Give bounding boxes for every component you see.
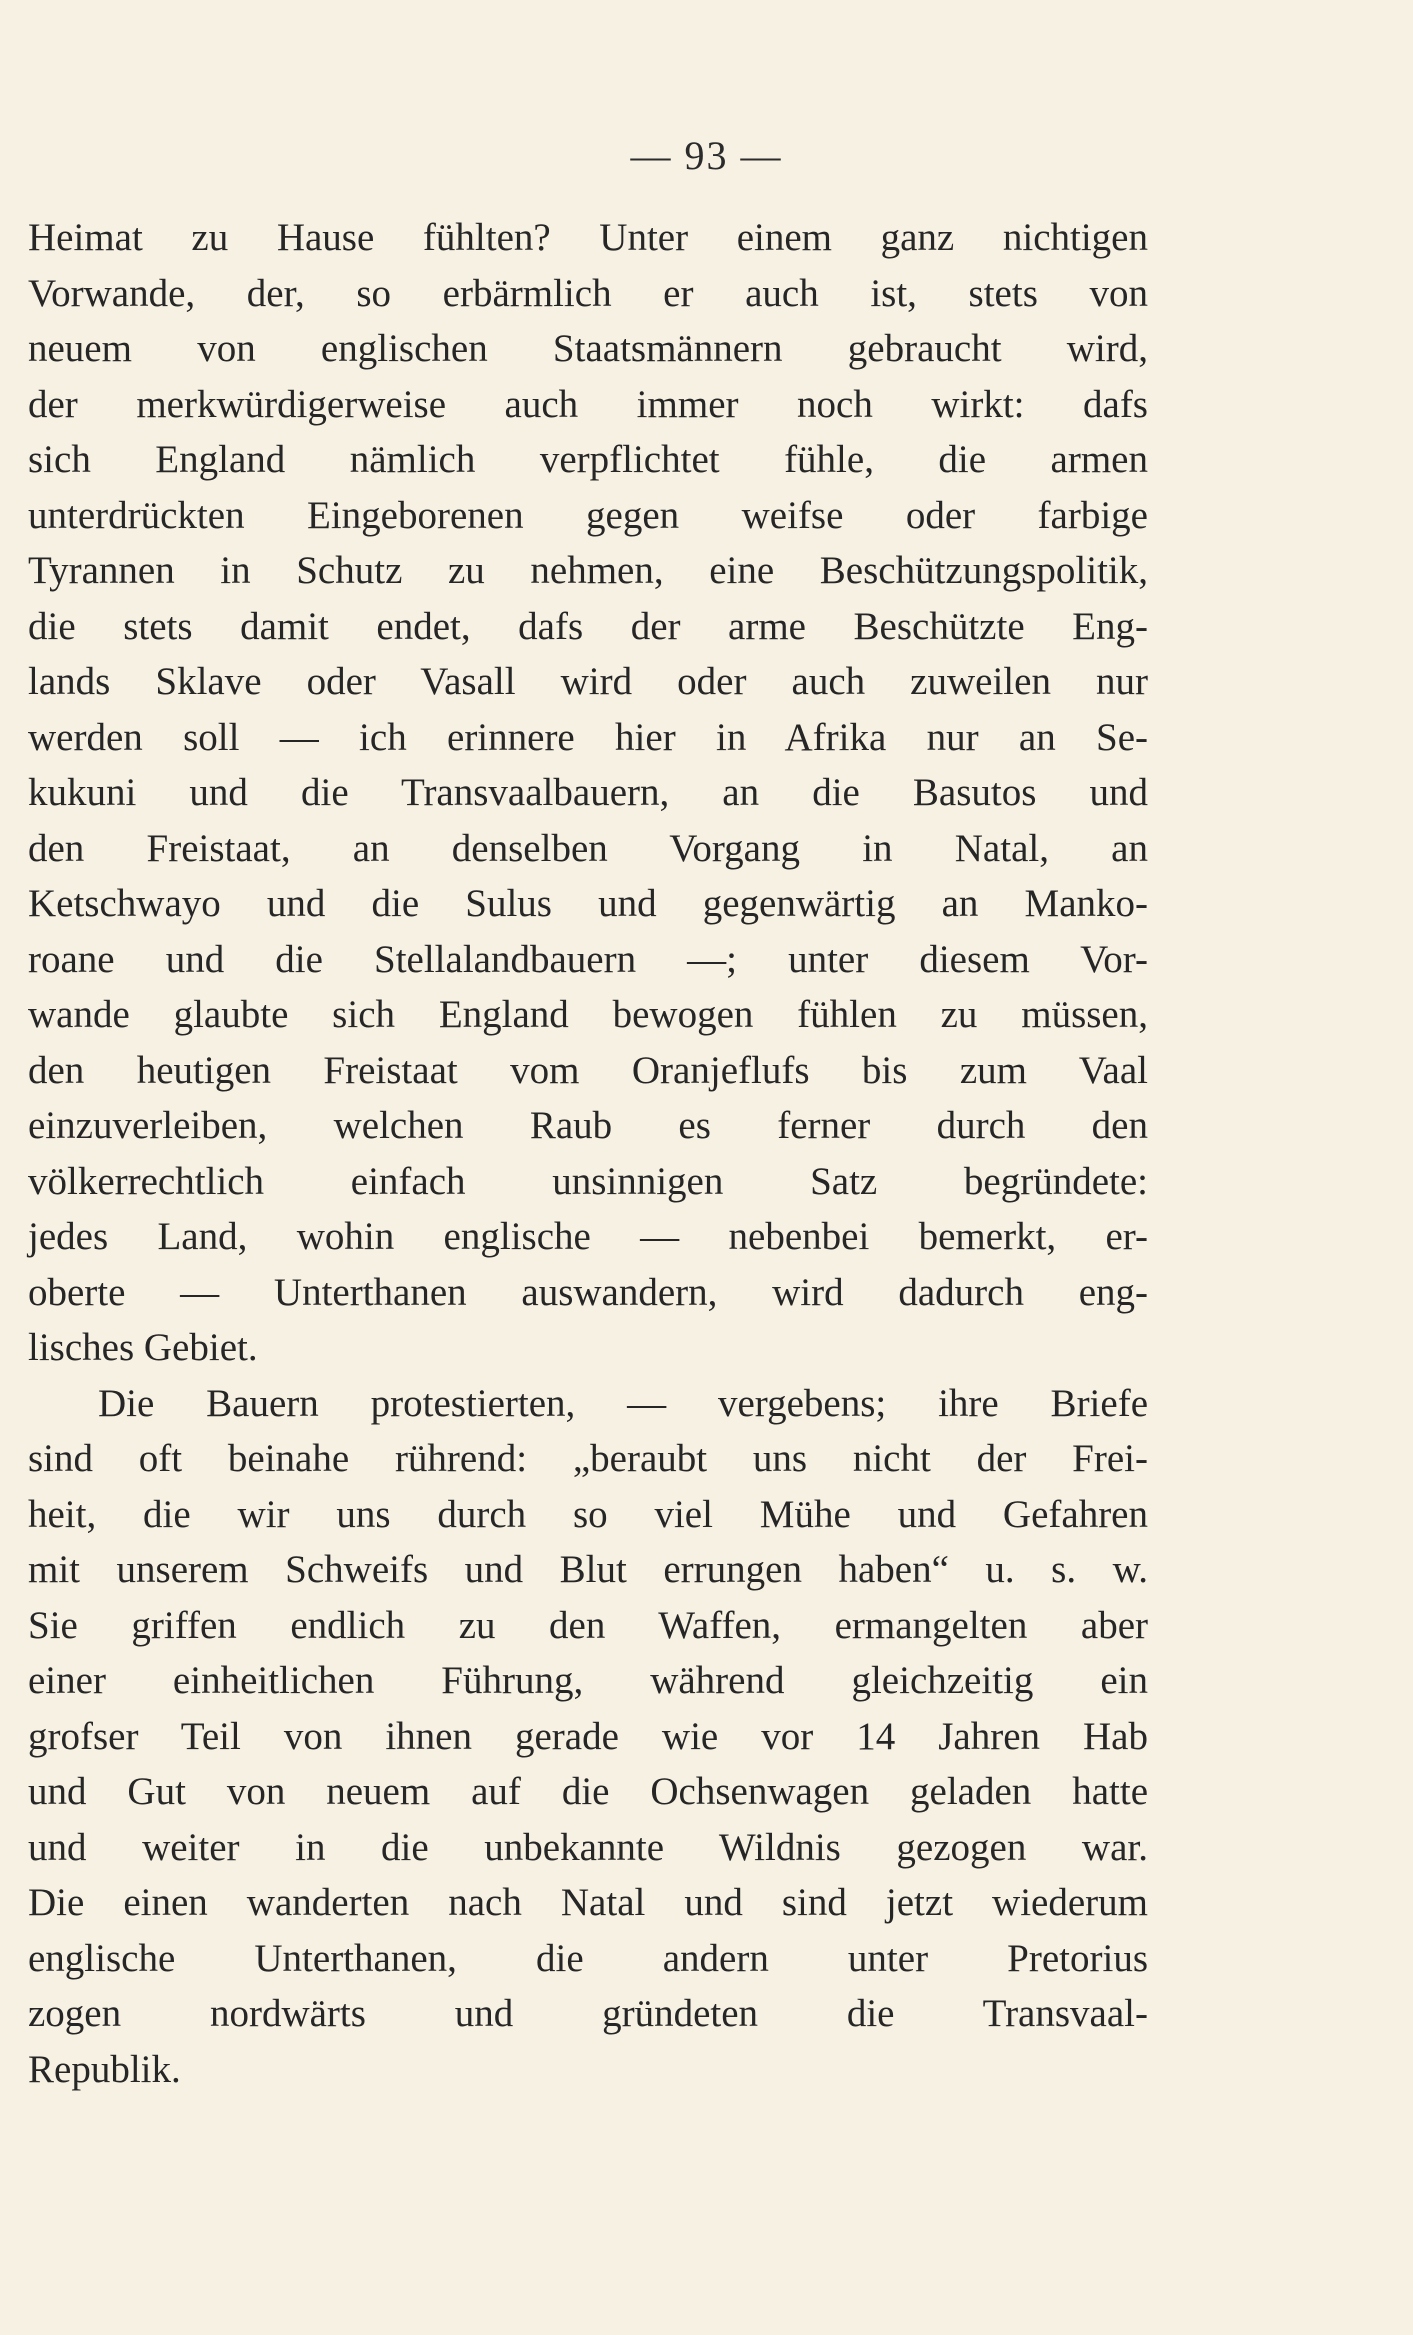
paragraph-start-line: Die Bauern protestierten, — vergebens; ihre Briefe bbox=[98, 1381, 1148, 1425]
text-line: Tyrannen in Schutz zu nehmen, eine Beschützungspolitik, bbox=[28, 549, 1148, 592]
text-line: völkerrechtlich einfach unsinnigen Satz begründete: bbox=[28, 1159, 1148, 1203]
text-line: Republik. bbox=[28, 2047, 181, 2091]
text-line: lisches Gebiet. bbox=[28, 1326, 258, 1369]
text-line: grofser Teil von ihnen gerade wie vor 14 Jahren Hab bbox=[28, 1714, 1148, 1758]
text-line: und weiter in die unbekannte Wildnis gezogen war. bbox=[28, 1825, 1148, 1869]
text-line: und Gut von neuem auf die Ochsenwagen geladen hatte bbox=[28, 1770, 1148, 1813]
text-line: Die einen wanderten nach Natal und sind jetzt wiederum bbox=[28, 1881, 1148, 1924]
text-line: sind oft beinahe rührend: „beraubt uns nicht der Frei- bbox=[28, 1437, 1148, 1480]
body-text bbox=[28, 210, 1148, 2097]
text-line: lands Sklave oder Vasall wird oder auch zuweilen nur bbox=[28, 660, 1148, 703]
text-line: englische Unterthanen, die andern unter Pretorius bbox=[28, 1936, 1148, 1980]
text-line: Sie griffen endlich zu den Waffen, ermangelten aber bbox=[28, 1603, 1148, 1647]
text-line: kukuni und die Transvaalbauern, an die Basutos und bbox=[28, 771, 1148, 814]
text-line: zogen nordwärts und gründeten die Transvaal- bbox=[28, 1992, 1148, 2035]
text-line: Ketschwayo und die Sulus und gegenwärtig an Manko- bbox=[28, 882, 1148, 925]
text-line: jedes Land, wohin englische — nebenbei bemerkt, er- bbox=[28, 1215, 1148, 1258]
page-number: — 93 — bbox=[630, 133, 783, 178]
text-line: einzuverleiben, welchen Raub es ferner durch den bbox=[28, 1104, 1148, 1147]
text-line: der merkwürdigerweise auch immer noch wirkt: dafs bbox=[28, 382, 1148, 426]
text-line: oberte — Unterthanen auswandern, wird dadurch eng- bbox=[28, 1270, 1148, 1314]
text-line: heit, die wir uns durch so viel Mühe und Gefahren bbox=[28, 1492, 1148, 1536]
text-line: neuem von englischen Staatsmännern gebraucht wird, bbox=[28, 327, 1148, 370]
text-line: sich England nämlich verpflichtet fühle, die armen bbox=[28, 438, 1148, 481]
text-line: roane und die Stellalandbauern —; unter diesem Vor- bbox=[28, 937, 1148, 981]
text-line: Vorwande, der, so erbärmlich er auch ist, stets von bbox=[28, 271, 1148, 315]
text-line: wande glaubte sich England bewogen fühlen zu müssen, bbox=[28, 993, 1148, 1036]
text-line: die stets damit endet, dafs der arme Beschützte Eng- bbox=[28, 604, 1148, 648]
text-line: werden soll — ich erinnere hier in Afrika nur an Se- bbox=[28, 715, 1148, 759]
text-line: Heimat zu Hause fühlten? Unter einem ganz nichtigen bbox=[28, 216, 1148, 259]
text-line: den heutigen Freistaat vom Oranjeflufs bis zum Vaal bbox=[28, 1048, 1148, 1092]
text-line: den Freistaat, an denselben Vorgang in Natal, an bbox=[28, 826, 1148, 870]
text-line: einer einheitlichen Führung, während gleichzeitig ein bbox=[28, 1659, 1148, 1702]
text-line: unterdrückten Eingeborenen gegen weifse oder farbige bbox=[28, 493, 1148, 537]
text-line: mit unserem Schweifs und Blut errungen haben“ u. s. w. bbox=[28, 1548, 1148, 1591]
